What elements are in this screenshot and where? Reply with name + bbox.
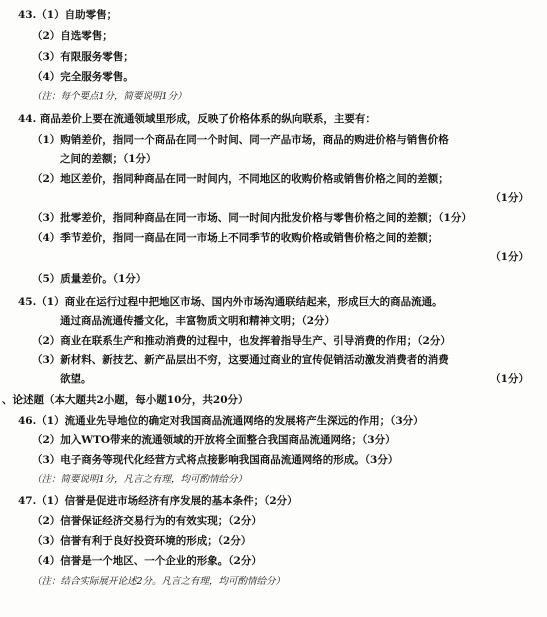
q44-item-4-score: （1分）	[490, 251, 529, 263]
q43-item-2: （2）自选零售；	[32, 30, 113, 42]
q45-item-3: （3）新材料、新技艺、新产品层出不穷，这要通过商业的宣传促销活动激发消费者的消费	[32, 354, 449, 366]
q45-item-2: （2）商业在联系生产和推动消费的过程中，也发挥着指导生产、引导消费的作用；（2分）	[32, 335, 451, 347]
q46-item-1: 46.（1）流通业先导地位的确定对我国商品流通网络的发展将产生深远的作用；（3分）	[18, 415, 424, 427]
q44-item-3: （3）批零差价，指同种商品在同一市场、同一时间内批发价格与零售价格之间的差额；（1分）	[32, 212, 472, 224]
q45-item-3-cont: 欲望。	[60, 373, 92, 385]
q45-item-1-cont: 通过商品流通传播文化，丰富物质文明和精神文明；（2分）	[60, 315, 336, 327]
section-heading: 、论述题（本大题共2小题，每小题10分，共20分）	[2, 394, 249, 406]
q47-item-3: （3）信誉有利于良好投资环境的形成；（2分）	[32, 535, 252, 547]
q44-item-2: （2）地区差价，指同种商品在同一时间内，不同地区的收购价格或销售价格之间的差额；	[32, 173, 449, 185]
q44-item-5: （5）质量差价。（1分）	[32, 273, 147, 285]
q43-item-1: 43.（1）自助零售；	[18, 9, 118, 21]
q46-item-2: （2）加入WTO带来的流通领域的开放将全面整合我国商品流通网络；（3分）	[32, 434, 396, 446]
q44-item-1: （1）购销差价，指同一个商品在同一个时间、同一产品市场，商品的购进价格与销售价格	[32, 134, 449, 146]
q47-item-2: （2）信誉保证经济交易行为的有效实现；（2分）	[32, 515, 262, 527]
q43-note: （注：每个要点1分，简要说明1分）	[32, 91, 187, 102]
q45-item-3-score: （1分）	[490, 373, 529, 385]
q46-note: （注：简要说明1分，凡言之有理，均可酌情给分）	[32, 474, 248, 485]
q43-item-3: （3）有限服务零售；	[32, 51, 134, 63]
q44-item-4: （4）季节差价，指同一商品在同一市场上不同季节的收购价格或销售价格之间的差额；	[32, 232, 439, 244]
q44-item-2-score: （1分）	[490, 192, 529, 204]
q47-note: （注：结合实际展开论述2分。凡言之有理，均可酌情给分）	[32, 576, 286, 587]
q44-intro: 44. 商品差价上要在流通领域里形成，反映了价格体系的纵向联系，主要有：	[18, 113, 376, 125]
q44-item-1-cont: 之间的差额；（1分）	[60, 153, 157, 165]
q45-item-1: 45.（1）商业在运行过程中把地区市场、国内外市场沟通联结起来，形成巨大的商品流通。	[18, 296, 443, 308]
q43-item-4: （4）完全服务零售。	[32, 71, 134, 83]
q47-item-4: （4）信誉是一个地区、一个企业的形象。（2分）	[32, 555, 262, 567]
q47-item-1: 47.（1）信誉是促进市场经济有序发展的基本条件；（2分）	[18, 495, 298, 507]
q46-item-3: （3）电子商务等现代化经营方式将点接影响我国商品流通网络的形成。（3分）	[32, 454, 399, 466]
